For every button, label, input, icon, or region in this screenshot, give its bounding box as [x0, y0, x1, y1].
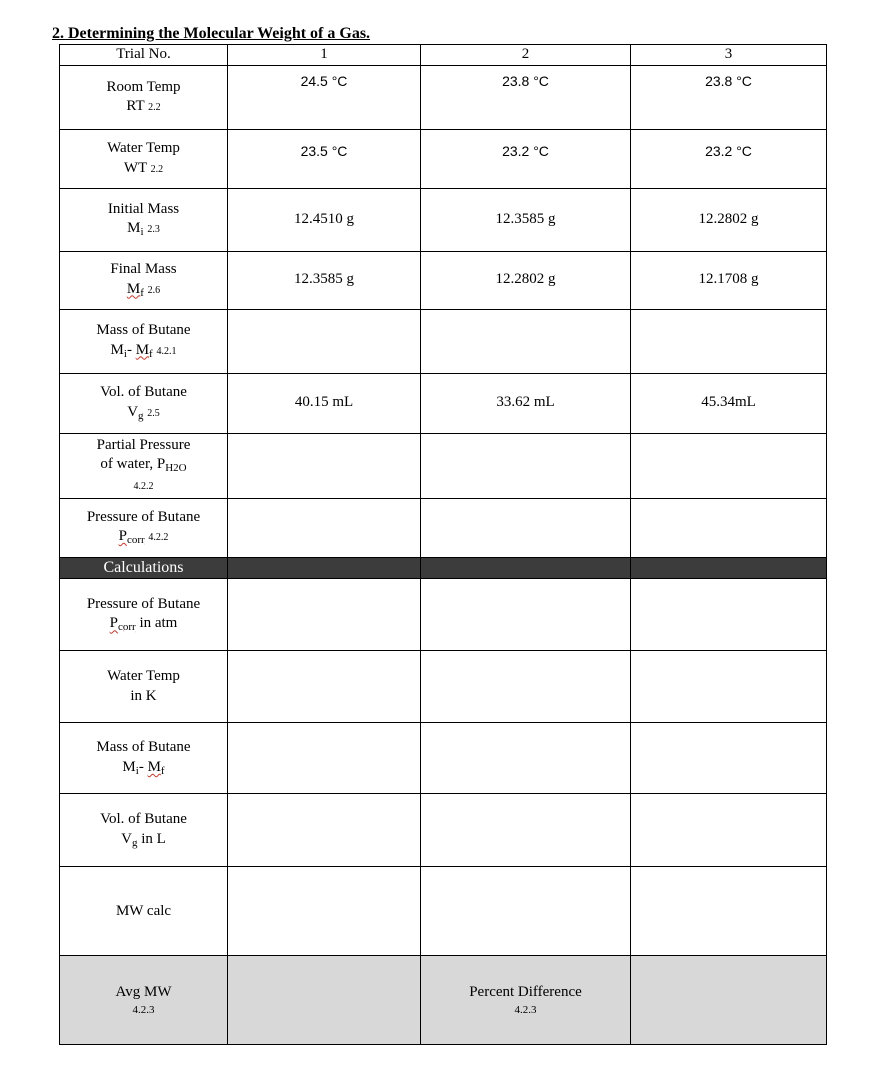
table-row — [60, 956, 827, 1045]
water-temp-k-trial-3[interactable] — [631, 651, 827, 723]
water-temp-label — [60, 129, 228, 188]
calculations-band-cell — [421, 557, 631, 579]
room-temp-label — [60, 65, 228, 129]
final-mass-trial-2[interactable]: 12.2802 g — [421, 251, 631, 309]
pressure-atm-title: Pressure of Butane — [86, 595, 201, 612]
table-row — [60, 188, 827, 251]
final-mass-title: Final Mass — [110, 261, 177, 278]
final-mass-trial-3[interactable]: 12.1708 g — [631, 251, 827, 309]
partial-pressure-line2: of water, P — [100, 456, 166, 473]
calculations-band-cell — [631, 557, 827, 579]
water-temp-k-unit: in K — [130, 687, 157, 704]
mw-calc-trial-1[interactable] — [228, 867, 421, 956]
pressure-butane-title: Pressure of Butane — [86, 508, 201, 525]
percent-diff-label — [421, 956, 631, 1045]
room-temp-trial-1[interactable] — [228, 65, 421, 129]
pressure-butane-ref: 4.2.2 — [148, 532, 169, 544]
pressure-butane-trial-1[interactable] — [228, 498, 421, 557]
pressure-atm-trial-2[interactable] — [421, 579, 631, 651]
vol-butane-l-trial-3[interactable] — [631, 794, 827, 867]
vol-butane-l-suffix: in L — [141, 830, 166, 847]
percent-diff-ref: 4.2.3 — [514, 1004, 537, 1017]
header-row — [60, 45, 827, 66]
calc-mass-butane-trial-2[interactable] — [421, 723, 631, 794]
table-row — [60, 251, 827, 309]
calculations-label: Calculations — [103, 558, 184, 576]
pressure-butane-symbol-group — [118, 528, 145, 547]
vol-butane-trial-3[interactable]: 45.34mL — [631, 373, 827, 433]
pressure-butane-label — [60, 498, 228, 557]
mass-butane-ref: 4.2.1 — [156, 345, 177, 357]
room-temp-ref: 2.2 — [148, 102, 161, 113]
pressure-atm-symbol-group — [109, 615, 136, 634]
room-temp-value-2: 23.8 °C — [502, 72, 549, 89]
vol-butane-ref: 2.5 — [147, 407, 160, 419]
final-mass-trial-1[interactable]: 12.3585 g — [228, 251, 421, 309]
table-row — [60, 651, 827, 723]
table-row — [60, 309, 827, 373]
water-temp-k-trial-1[interactable] — [228, 651, 421, 723]
calc-mass-butane-label — [60, 723, 228, 794]
data-table — [59, 44, 827, 1045]
trial-no-header: Trial No. — [60, 45, 228, 66]
pressure-atm-trial-3[interactable] — [631, 579, 827, 651]
initial-mass-symbol: M — [127, 220, 141, 237]
final-mass-label — [60, 251, 228, 309]
vol-butane-l-trial-1[interactable] — [228, 794, 421, 867]
water-temp-k-trial-2[interactable] — [421, 651, 631, 723]
avg-mw-title: Avg MW — [115, 983, 172, 1000]
water-temp-value-1: 23.5 °C — [300, 142, 348, 159]
mw-calc-trial-2[interactable] — [421, 867, 631, 956]
percent-diff-value[interactable] — [631, 956, 827, 1045]
vol-butane-l-symbol: V — [121, 830, 132, 847]
final-mass-ref: 2.6 — [147, 284, 161, 296]
initial-mass-ref: 2.3 — [147, 224, 160, 236]
trial-1-header: 1 — [228, 45, 421, 66]
calc-mass-butane-formula: $M_i-$ $M_f$ — [122, 758, 165, 777]
pressure-atm-symbol: P — [109, 615, 118, 632]
trial-3-header: 3 — [631, 45, 827, 66]
final-mass-symbol-group — [127, 281, 144, 297]
water-temp-value-3: 23.2 °C — [705, 142, 752, 159]
percent-diff-title: Percent Difference — [469, 983, 582, 1000]
room-temp-value-3: 23.8 °C — [705, 72, 752, 89]
calc-mass-butane-trial-1[interactable] — [228, 723, 421, 794]
partial-pressure-ref: 4.2.2 — [133, 480, 154, 492]
room-temp-trial-3[interactable] — [631, 65, 827, 129]
mass-butane-label — [60, 309, 228, 373]
partial-pressure-trial-2[interactable] — [421, 433, 631, 498]
water-temp-symbol: WT — [123, 159, 147, 176]
calc-mass-butane-title: Mass of Butane — [96, 739, 191, 756]
water-temp-trial-1[interactable] — [228, 129, 421, 188]
vol-butane-subscript: g — [138, 409, 144, 422]
initial-mass-label — [60, 188, 228, 251]
partial-pressure-title: Partial Pressure — [96, 436, 191, 453]
vol-butane-l-trial-2[interactable] — [421, 794, 631, 867]
partial-pressure-trial-3[interactable] — [631, 433, 827, 498]
pressure-atm-subscript: corr — [117, 621, 136, 634]
mw-calc-trial-3[interactable] — [631, 867, 827, 956]
room-temp-title: Room Temp — [106, 78, 181, 95]
avg-mw-value[interactable] — [228, 956, 421, 1045]
initial-mass-trial-3[interactable]: 12.2802 g — [631, 188, 827, 251]
pressure-butane-trial-3[interactable] — [631, 498, 827, 557]
room-temp-value-1: 24.5 °C — [300, 72, 348, 89]
table-row — [60, 65, 827, 129]
table-row — [60, 579, 827, 651]
page-title: 2. Determining the Molecular Weight of a Gas. — [52, 25, 371, 42]
vol-butane-l-label — [60, 794, 228, 867]
final-mass-symbol: M — [126, 280, 141, 297]
vol-butane-label — [60, 373, 228, 433]
water-temp-ref: 2.2 — [150, 163, 164, 175]
calculations-band — [60, 557, 827, 579]
avg-mw-label — [60, 956, 228, 1045]
water-temp-trial-2[interactable] — [421, 129, 631, 188]
vol-butane-l-title: Vol. of Butane — [100, 811, 187, 828]
vol-butane-trial-2[interactable]: 33.62 mL — [421, 373, 631, 433]
table-row — [60, 129, 827, 188]
trial-2-header: 2 — [421, 45, 631, 66]
water-temp-k-title: Water Temp — [107, 668, 180, 685]
water-temp-title: Water Temp — [107, 140, 180, 156]
vol-butane-title: Vol. of Butane — [100, 384, 187, 401]
mass-butane-trial-1[interactable] — [228, 309, 421, 373]
partial-pressure-trial-1[interactable] — [228, 433, 421, 498]
initial-mass-title: Initial Mass — [107, 200, 180, 217]
mass-butane-trial-3[interactable] — [631, 309, 827, 373]
table-row — [60, 867, 827, 956]
mass-butane-formula: $M_i-$ $M_f$ — [110, 341, 153, 360]
pressure-atm-label — [60, 579, 228, 651]
vol-butane-symbol: V — [127, 403, 139, 420]
pressure-butane-symbol: P — [118, 528, 127, 545]
room-temp-symbol: RT — [126, 98, 145, 114]
table-row — [60, 794, 827, 867]
final-mass-subscript: f — [140, 286, 144, 299]
initial-mass-trial-1[interactable]: 12.4510 g — [228, 188, 421, 251]
calculations-band-cell — [228, 557, 421, 579]
mass-butane-title: Mass of Butane — [96, 322, 191, 339]
table-row — [60, 373, 827, 433]
partial-pressure-label — [60, 433, 228, 498]
pressure-atm-trial-1[interactable] — [228, 579, 421, 651]
table-row — [60, 433, 827, 498]
vol-butane-trial-1[interactable]: 40.15 mL — [228, 373, 421, 433]
calculations-label-cell — [60, 557, 228, 579]
pressure-atm-suffix: in atm — [139, 615, 178, 632]
pressure-butane-trial-2[interactable] — [421, 498, 631, 557]
table-row — [60, 723, 827, 794]
avg-mw-ref: 4.2.3 — [132, 1004, 155, 1017]
initial-mass-subscript: i — [140, 226, 144, 239]
pressure-butane-subscript: corr — [126, 534, 145, 547]
mass-butane-trial-2[interactable] — [421, 309, 631, 373]
water-temp-value-2: 23.2 °C — [502, 142, 549, 159]
water-temp-trial-3[interactable] — [631, 129, 827, 188]
mw-calc-label: MW calc — [60, 867, 228, 956]
vol-butane-l-subscript: g — [132, 836, 138, 849]
calc-mass-butane-trial-3[interactable] — [631, 723, 827, 794]
room-temp-trial-2[interactable] — [421, 65, 631, 129]
water-temp-k-label — [60, 651, 228, 723]
table-row — [60, 498, 827, 557]
initial-mass-trial-2[interactable]: 12.3585 g — [421, 188, 631, 251]
partial-pressure-subscript: H2O — [165, 462, 187, 475]
